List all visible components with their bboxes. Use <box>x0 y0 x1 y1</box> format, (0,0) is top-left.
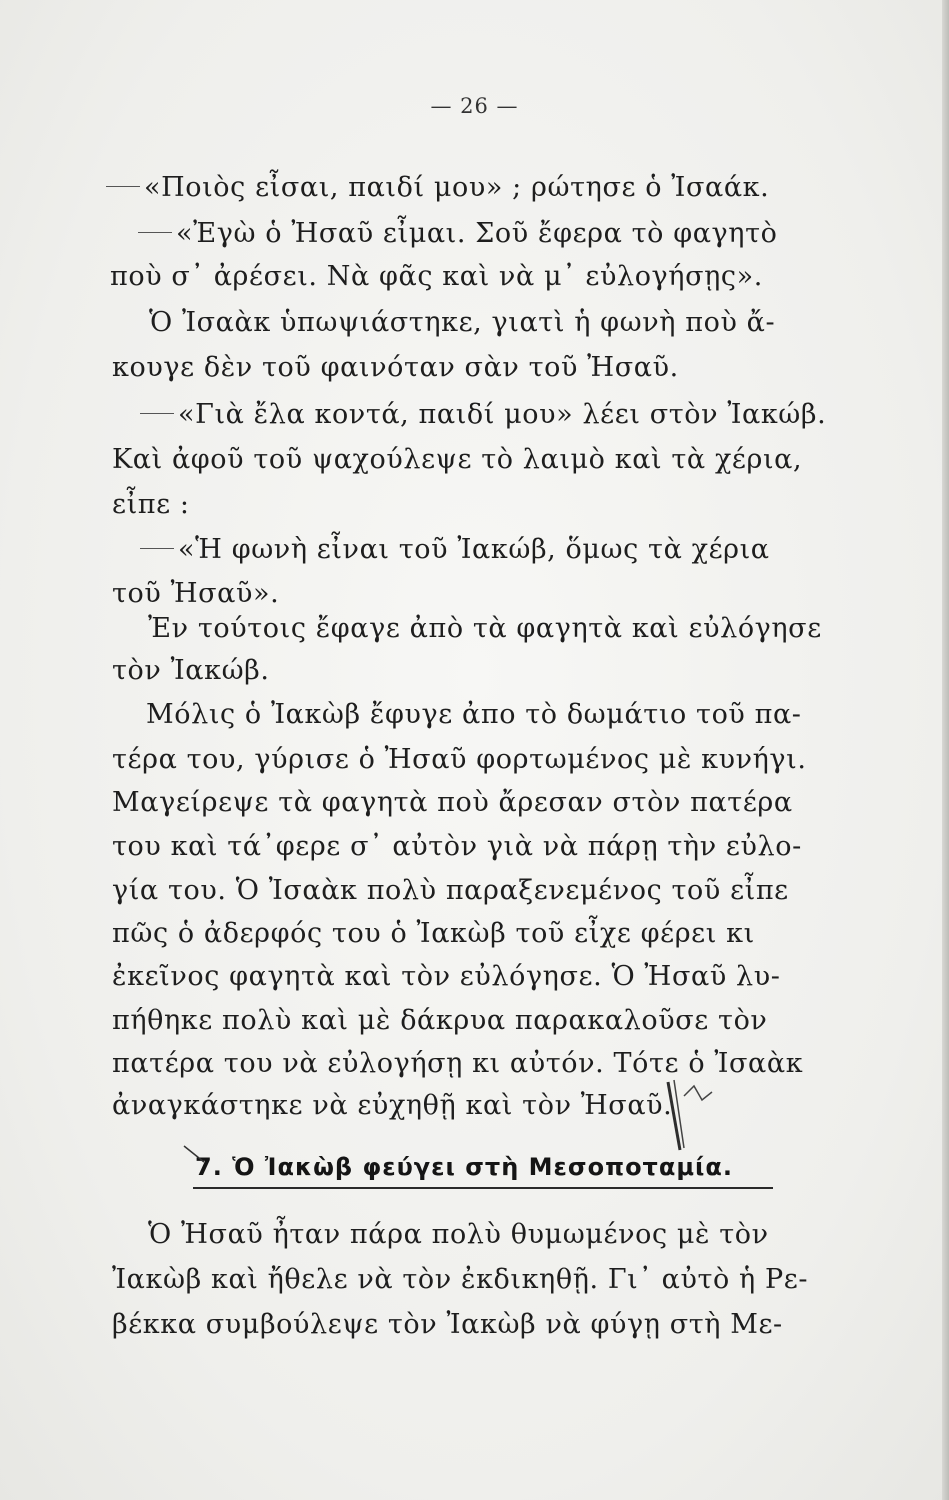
line-text: ἀναγκάστηκε νὰ εὐχηθῇ καὶ τὸν Ἠσαῦ. <box>112 1090 673 1121</box>
text-line-16 <box>112 830 802 864</box>
text-line-11 <box>148 612 822 646</box>
text-line-8 <box>112 488 190 522</box>
line-text: Μαγείρεψε τὰ φαγητὰ ποὺ ἄρεσαν στὸν πατέρα <box>112 787 793 818</box>
text-line-5 <box>112 351 679 385</box>
heading-underline <box>193 1187 773 1189</box>
text-line-12 <box>112 654 270 688</box>
line-text: Ὁ Ἰσαὰκ ὑπωψιάστηκε, γιατὶ ἡ φωνὴ ποὺ ἄ- <box>149 307 776 338</box>
text-line-2 <box>138 217 777 251</box>
page-number: — 26 — <box>430 94 519 118</box>
line-text: Ἐν τούτοις ἔφαγε ἀπὸ τὰ φαγητὰ καὶ εὐλόγησε <box>148 613 822 644</box>
line-text: γία του. Ὁ Ἰσαὰκ πολὺ παραξενεμένος τοῦ εἶπε <box>112 875 789 906</box>
text-line-10 <box>112 577 279 611</box>
page-edge <box>942 0 949 1500</box>
line-text: του καὶ τά᾽φερε σ᾽ αὐτὸν γιὰ νὰ πάρῃ τὴν εὐλο- <box>112 831 802 862</box>
line-text: πατέρα του νὰ εὐλογήσῃ κι αὐτόν. Τότε ὁ Ἰσαὰκ <box>112 1048 804 1079</box>
line-text: Ἰακὼβ καὶ ἤθελε νὰ τὸν ἐκδικηθῇ. Γι᾽ αὐτὸ ἡ Ρε- <box>112 1264 809 1295</box>
line-text: πήθηκε πολὺ καὶ μὲ δάκρυα παρακαλοῦσε τὸν <box>112 1005 768 1036</box>
dialogue-dash <box>140 548 174 549</box>
line-text: Μόλις ὁ Ἰακὼβ ἔφυγε ἀπο τὸ δωμάτιο τοῦ πα- <box>146 699 802 730</box>
text-line-4 <box>149 306 775 340</box>
dialogue-dash <box>106 186 140 187</box>
text-line-18 <box>112 917 755 951</box>
text-line-22 <box>112 1089 672 1123</box>
text-line-20 <box>112 1004 767 1038</box>
section-heading: 7. Ὁ Ἰακὼβ φεύγει στὴ Μεσοποταμία. <box>195 1153 733 1181</box>
text-line-9 <box>140 533 770 567</box>
line-text: τοῦ Ἠσαῦ». <box>112 578 280 609</box>
text-line-23 <box>148 1218 769 1252</box>
text-line-21 <box>112 1047 803 1081</box>
line-text: Ὁ Ἠσαῦ ἦταν πάρα πολὺ θυμωμένος μὲ τὸν <box>148 1219 769 1250</box>
line-text: βέκκα συμβούλεψε τὸν Ἰακὼβ νὰ φύγῃ στὴ Με- <box>112 1309 783 1340</box>
text-line-7 <box>112 443 802 477</box>
dialogue-dash <box>138 232 172 233</box>
line-text: εἶπε : <box>112 489 190 520</box>
line-text: ἐκεῖνος φαγητὰ καὶ τὸν εὐλόγησε. Ὁ Ἠσαῦ λυ- <box>112 961 781 992</box>
text-line-24 <box>112 1263 808 1297</box>
text-line-3 <box>110 260 763 294</box>
dialogue-dash <box>140 413 174 414</box>
text-line-13 <box>146 698 802 732</box>
line-text: «Ἐγὼ ὁ Ἠσαῦ εἶμαι. Σοῦ ἔφερα τὸ φαγητὸ <box>176 218 778 249</box>
text-line-1 <box>106 171 769 205</box>
line-text: κουγε δὲν τοῦ φαινόταν σὰν τοῦ Ἠσαῦ. <box>112 352 679 383</box>
text-line-15 <box>112 786 793 820</box>
line-text: «Ἡ φωνὴ εἶναι τοῦ Ἰακώβ, ὅμως τὰ χέρια <box>178 534 770 565</box>
line-text: τέρα του, γύρισε ὁ Ἠσαῦ φορτωμένος μὲ κυνήγι. <box>112 744 807 775</box>
line-text: «Γιὰ ἔλα κοντά, παιδί μου» λέει στὸν Ἰακώβ. <box>178 399 827 430</box>
text-line-25 <box>112 1308 783 1342</box>
text-line-14 <box>112 743 807 777</box>
line-text: πῶς ὁ ἀδερφός του ὁ Ἰακὼβ τοῦ εἶχε φέρει κι <box>112 918 755 949</box>
line-text: Καὶ ἀφοῦ τοῦ ψαχούλεψε τὸ λαιμὸ καὶ τὰ χέρια, <box>112 444 803 475</box>
text-line-17 <box>112 874 789 908</box>
text-line-6 <box>140 398 826 432</box>
line-text: «Ποιὸς εἶσαι, παιδί μου» ; ρώτησε ὁ Ἰσαάκ. <box>144 172 770 203</box>
line-text: τὸν Ἰακώβ. <box>112 655 270 686</box>
text-line-19 <box>112 960 781 994</box>
line-text: ποὺ σ᾽ ἀρέσει. Νὰ φᾶς καὶ νὰ μ᾽ εὐλογήσῃς». <box>110 261 763 292</box>
